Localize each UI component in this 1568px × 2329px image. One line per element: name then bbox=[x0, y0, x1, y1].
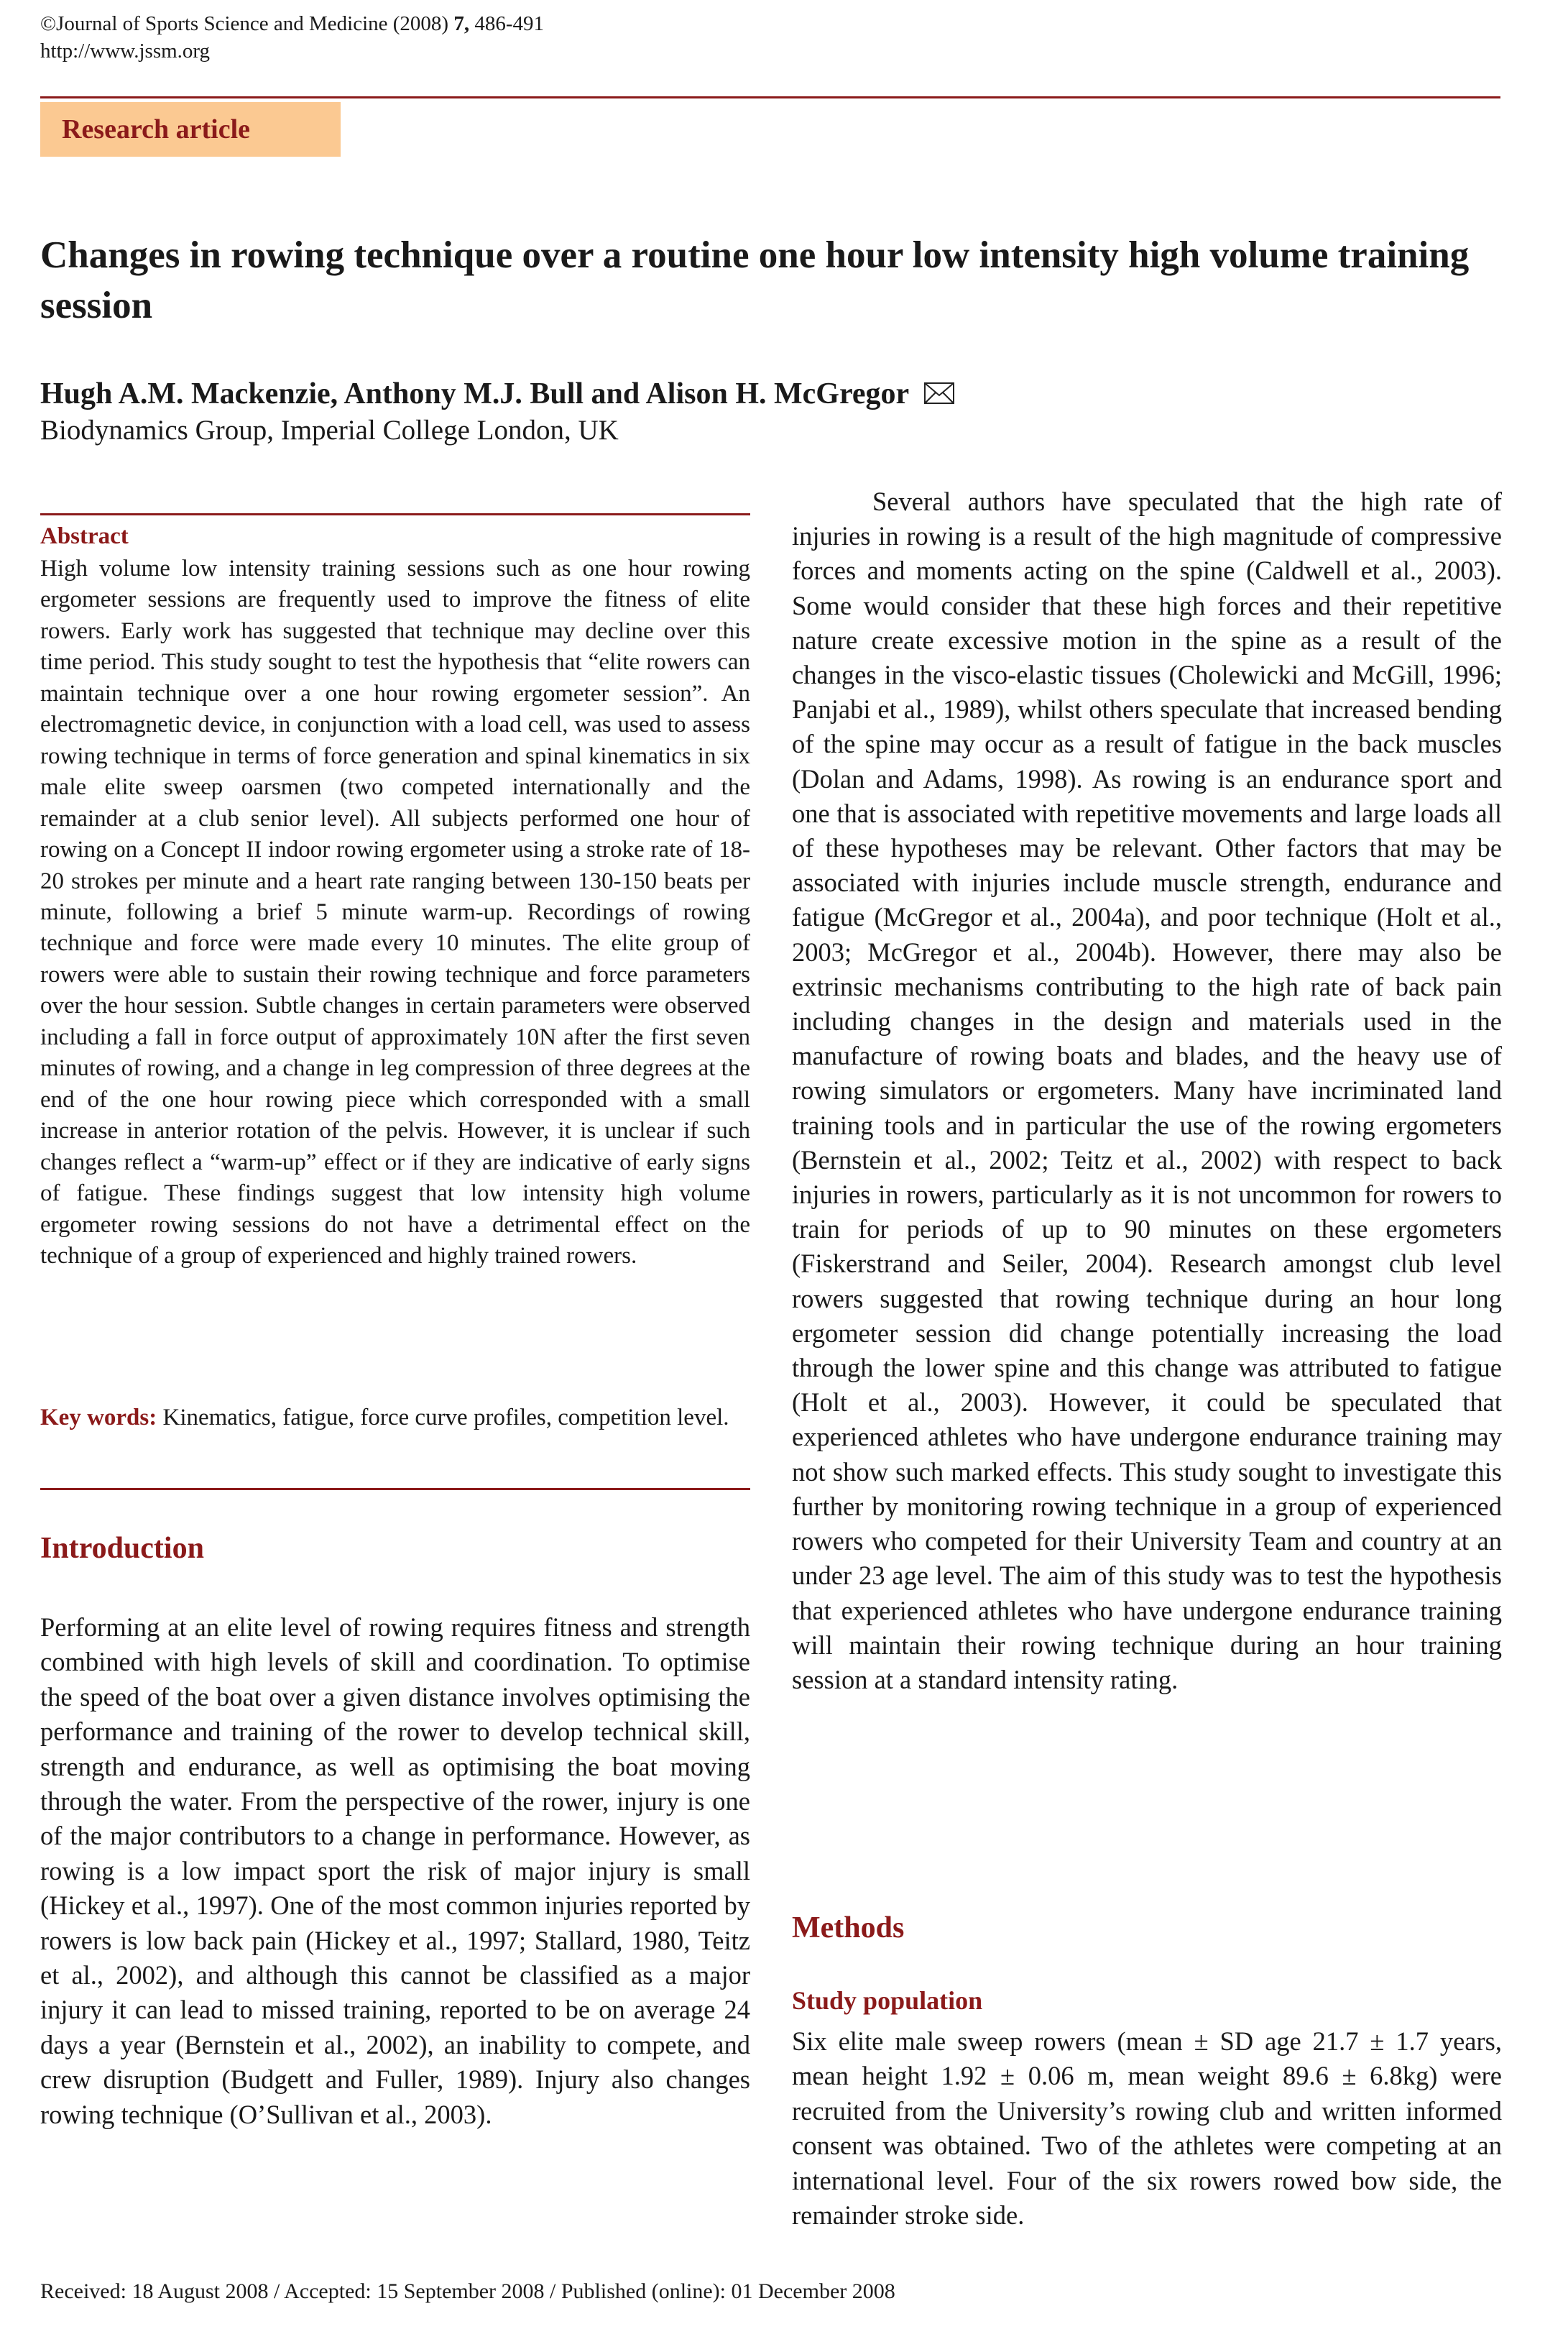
abstract-heading: Abstract bbox=[40, 523, 129, 549]
abstract-text: High volume low intensity training sessions such as one hour rowing ergometer sessions are frequently used to improve the fitness of elite rowers. Early work has suggested that technique may decline over this time period. This study sought to test the hypothesis that “elite rowers can maintain technique over a one hour rowing ergometer session”. An electromagnetic device, in conjunction with a load cell, was used to assess rowing technique in terms of force generation and spinal kinematics in six male elite sweep oarsmen (two competed internationally and the remainder at a club senior level). All subjects performed one hour of rowing on a Concept II indoor rowing ergometer using a stroke rate of 18-20 strokes per minute and a heart rate ranging between 130-150 beats per minute, following a brief 5 minute warm-up. Recordings of rowing technique and force were made every 10 minutes. The elite group of rowers were able to sustain their rowing technique and force parameters over the hour session. Subtle changes in certain parameters were observed including a fall in force output of approximately 10N after the first seven minutes of rowing, and a change in leg compression of three degrees at the end of the one hour rowing piece which corresponded with a small increase in anterior rotation of the pelvis. However, it is unclear if such changes reflect a “warm-up” effect or if they are indicative of early signs of fatigue. These findings suggest that low intensity high volume ergometer rowing sessions do not have a detrimental effect on the technique of a group of experienced and highly trained rowers. bbox=[40, 556, 750, 1269]
study-population-heading: Study population bbox=[792, 1986, 983, 2015]
introduction-heading: Introduction bbox=[40, 1532, 204, 1565]
article-type-badge: Research article bbox=[40, 102, 341, 157]
right-column bbox=[792, 484, 1502, 1697]
article-title: Changes in rowing technique over a routine one hour low intensity high volume training session bbox=[40, 234, 1470, 326]
journal-pages: 486-491 bbox=[474, 12, 544, 35]
abstract-bottom-divider bbox=[40, 1488, 750, 1490]
journal-volume: 7, bbox=[453, 12, 470, 35]
author-names: Hugh A.M. Mackenzie, Anthony M.J. Bull and Alison H. McGregor bbox=[40, 377, 909, 410]
abstract-top-divider bbox=[40, 513, 750, 515]
author-line bbox=[40, 374, 955, 415]
keywords-label: Key words: bbox=[40, 1405, 157, 1430]
keywords-text: Kinematics, fatigue, force curve profiles, competition level. bbox=[162, 1405, 729, 1430]
introduction-text: Performing at an elite level of rowing requires fitness and strength combined with high levels of skill and coordination. To optimise the speed of the boat over a given distance involves optimising the performance and training of the rower to develop technical skill, strength and endurance, as well as optimising the boat moving through the water. From the perspective of the rower, injury is one of the major contributors to a change in performance. However, as rowing is a low impact sport the risk of major injury is small (Hickey et al., 1997). One of the most common injuries reported by rowers is low back pain (Hickey et al., 1997; Stallard, 1980, Teitz et al., 2002), and although this cannot be classified as a major injury it can lead to missed training, reported to be on average 24 days a year (Bernstein et al., 2002), an inability to compete, and crew disruption (Budgett and Fuller, 1989). Injury also changes rowing technique (O’Sullivan et al., 2003). bbox=[40, 1612, 750, 2129]
header-divider bbox=[40, 96, 1500, 98]
journal-citation bbox=[40, 10, 544, 65]
journal-url[interactable]: http://www.jssm.org bbox=[40, 40, 211, 63]
affiliation: Biodynamics Group, Imperial College London, UK bbox=[40, 415, 619, 446]
publication-dates: Received: 18 August 2008 / Accepted: 15 September 2008 / Published (online): 01 December 2008 bbox=[40, 2279, 895, 2303]
journal-name: ©Journal of Sports Science and Medicine (2008) bbox=[40, 12, 449, 35]
envelope-icon[interactable] bbox=[923, 375, 955, 415]
keywords bbox=[40, 1402, 750, 1433]
methods-heading: Methods bbox=[792, 1911, 905, 1944]
study-population-text: Six elite male sweep rowers (mean ± SD age 21.7 ± 1.7 years, mean height 1.92 ± 0.06 m, mean weight 89.6 ± 6.8kg) were recruited from the University’s rowing club and written informed consent was obtained. Two of the athletes were competing at an international level. Four of the six rowers rowed bow side, the remainder stroke side. bbox=[792, 2026, 1502, 2231]
introduction-continuation: Several authors have speculated that the high rate of injuries in rowing is a result of the high magnitude of compressive forces and moments acting on the spine (Caldwell et al., 2003). Some would consider that these high forces and their repetitive nature create excessive motion in the spine as a result of the changes in the visco-elastic tissues (Cholewicki and McGill, 1996; Panjabi et al., 1989), whilst others speculate that increased bending of the spine may occur as a result of fatigue in the back muscles (Dolan and Adams, 1998). As rowing is an endurance sport and one that is associated with repetitive movements and large loads all of these hypotheses may be relevant. Other factors that may be associated with injuries include muscle strength, endurance and fatigue (McGregor et al., 2004a), and poor technique (Holt et al., 2003; McGregor et al., 2004b). However, there may also be extrinsic mechanisms contributing to the high rate of back pain including changes in the design and materials used in the manufacture of rowing boats and blades, and the heavy use of rowing simulators or ergometers. Many have incriminated land training tools and in particular the use of the rowing ergometers (Bernstein et al., 2002; Teitz et al., 2002) with respect to back injuries in rowers, particularly as it is not uncommon for rowers to train for periods of up to 90 minutes on these ergometers (Fiskerstrand and Seiler, 2004). Research amongst club level rowers suggested that rowing technique during an hour long ergometer session did change potentially increasing the load through the lower spine and this change was attributed to fatigue (Holt et al., 2003). However, it could be speculated that experienced athletes who have undergone endurance training may not show such marked effects. This study sought to investigate this further by monitoring rowing technique in a group of experienced rowers who competed for their University Team and country at an under 23 age level. The aim of this study was to test the hypothesis that experienced athletes who have undergone endurance training will maintain their rowing technique during an hour training session at a standard intensity rating. bbox=[792, 487, 1502, 1694]
